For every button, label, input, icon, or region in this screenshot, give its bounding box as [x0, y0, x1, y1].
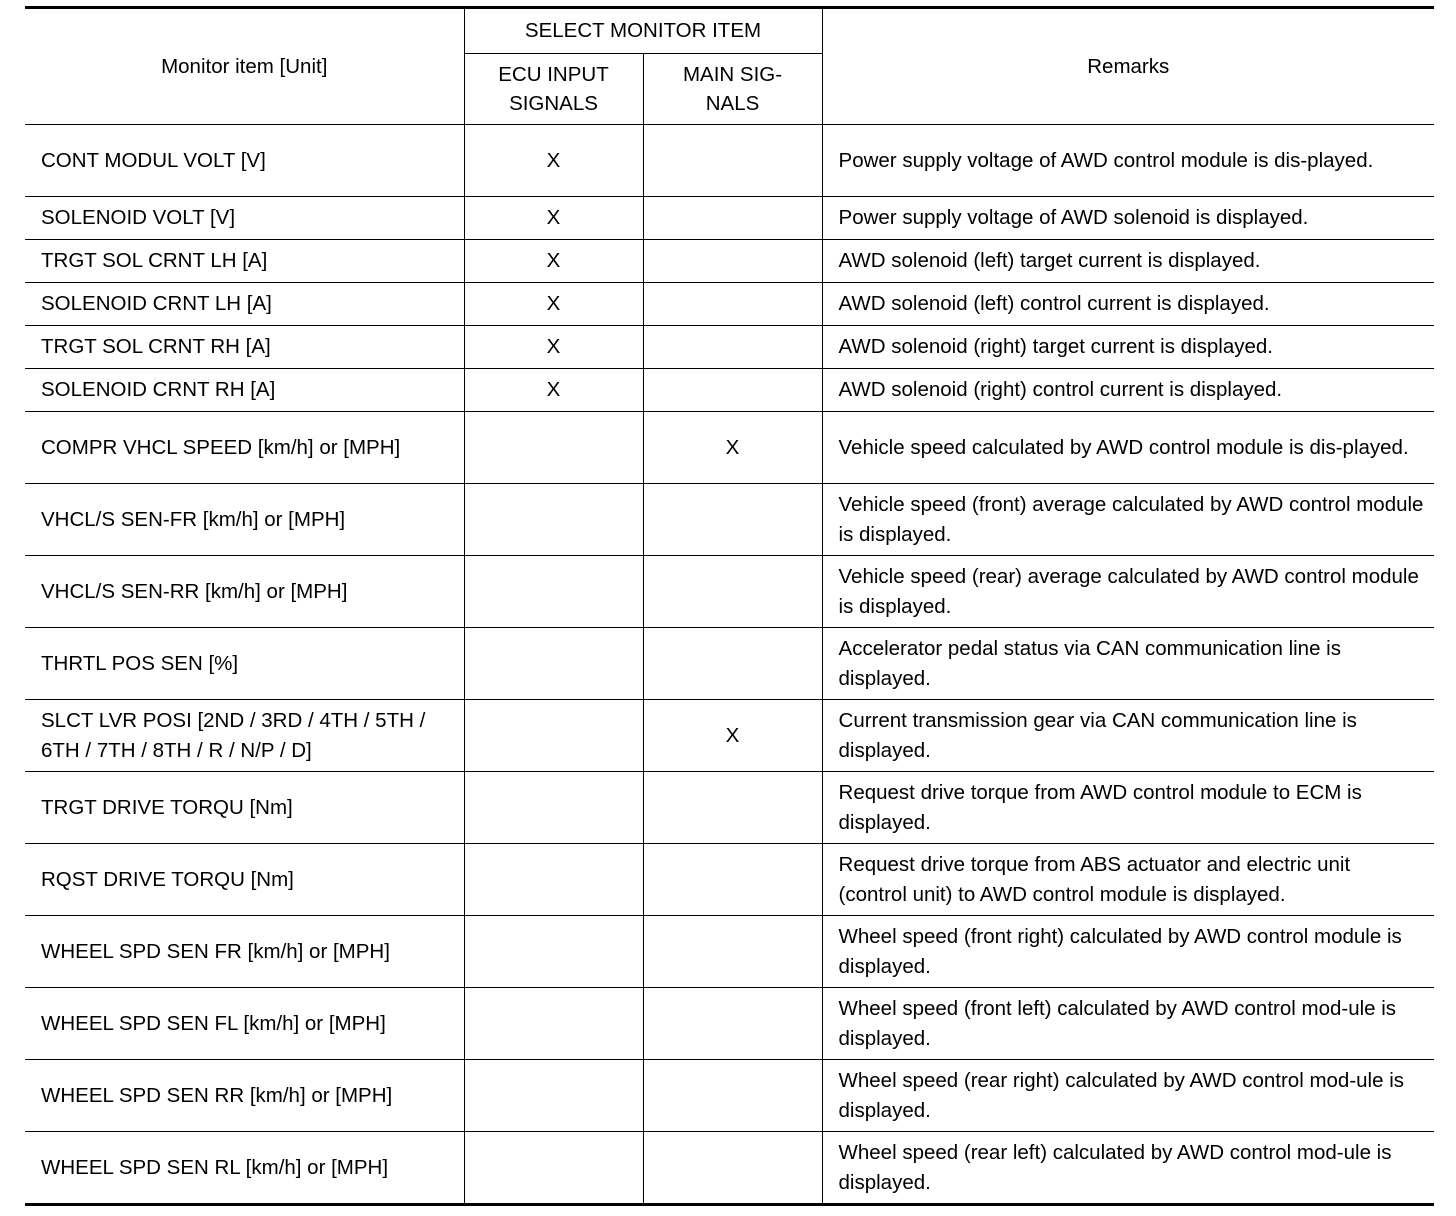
remarks-cell: Wheel speed (rear right) calculated by AWD control mod-ule is displayed.: [822, 1060, 1434, 1132]
main-signals-cell: [643, 125, 822, 197]
monitor-item-cell: WHEEL SPD SEN RL [km/h] or [MPH]: [25, 1132, 464, 1205]
monitor-item-cell: SOLENOID CRNT RH [A]: [25, 369, 464, 412]
remarks-cell: Request drive torque from AWD control module to ECM is displayed.: [822, 772, 1434, 844]
ecu-input-signals-cell: [464, 772, 643, 844]
header-main-signals: [643, 54, 822, 125]
remarks-cell: AWD solenoid (left) control current is displayed.: [822, 283, 1434, 326]
ecu-input-signals-cell: X: [464, 326, 643, 369]
table-row: [25, 1132, 1434, 1205]
table-header: [25, 8, 1434, 125]
monitor-item-cell: SLCT LVR POSI [2ND / 3RD / 4TH / 5TH / 6TH / 7TH / 8TH / R / N/P / D]: [25, 700, 464, 772]
monitor-item-cell: TRGT SOL CRNT LH [A]: [25, 240, 464, 283]
monitor-item-cell: WHEEL SPD SEN FL [km/h] or [MPH]: [25, 988, 464, 1060]
table-row: [25, 556, 1434, 628]
remarks-cell: Wheel speed (front left) calculated by AWD control mod-ule is displayed.: [822, 988, 1434, 1060]
ecu-input-signals-cell: X: [464, 369, 643, 412]
table-row: [25, 125, 1434, 197]
header-select-monitor-item: SELECT MONITOR ITEM: [464, 8, 822, 54]
monitor-item-cell: CONT MODUL VOLT [V]: [25, 125, 464, 197]
ecu-input-signals-cell: [464, 484, 643, 556]
table-row: [25, 772, 1434, 844]
monitor-item-cell: VHCL/S SEN-FR [km/h] or [MPH]: [25, 484, 464, 556]
header-monitor-item: Monitor item [Unit]: [25, 8, 464, 125]
ecu-input-signals-cell: [464, 844, 643, 916]
header-remarks: Remarks: [822, 8, 1434, 125]
header-main-signals-text: MAIN SIG-NALS: [682, 63, 783, 115]
table-row: [25, 484, 1434, 556]
table-body: [25, 125, 1434, 1205]
main-signals-cell: X: [643, 700, 822, 772]
monitor-item-cell: THRTL POS SEN [%]: [25, 628, 464, 700]
remarks-cell: Vehicle speed calculated by AWD control module is dis-played.: [822, 412, 1434, 484]
table-row: [25, 1060, 1434, 1132]
main-signals-cell: [643, 916, 822, 988]
main-signals-cell: X: [643, 412, 822, 484]
ecu-input-signals-cell: X: [464, 197, 643, 240]
table-row: [25, 369, 1434, 412]
ecu-input-signals-cell: [464, 1132, 643, 1205]
main-signals-cell: [643, 1060, 822, 1132]
ecu-input-signals-cell: [464, 556, 643, 628]
main-signals-cell: [643, 844, 822, 916]
ecu-input-signals-cell: X: [464, 240, 643, 283]
monitor-item-cell: SOLENOID CRNT LH [A]: [25, 283, 464, 326]
main-signals-cell: [643, 484, 822, 556]
remarks-cell: AWD solenoid (right) control current is displayed.: [822, 369, 1434, 412]
monitor-item-cell: COMPR VHCL SPEED [km/h] or [MPH]: [25, 412, 464, 484]
main-signals-cell: [643, 240, 822, 283]
ecu-input-signals-cell: [464, 628, 643, 700]
remarks-cell: Power supply voltage of AWD control module is dis-played.: [822, 125, 1434, 197]
header-ecu-input-signals-text: ECU INPUT SIGNALS: [498, 63, 609, 115]
table-row: [25, 240, 1434, 283]
remarks-cell: Vehicle speed (rear) average calculated by AWD control module is displayed.: [822, 556, 1434, 628]
remarks-cell: Request drive torque from ABS actuator and electric unit (control unit) to AWD control module is displayed.: [822, 844, 1434, 916]
remarks-cell: Current transmission gear via CAN communication line is displayed.: [822, 700, 1434, 772]
remarks-cell: AWD solenoid (right) target current is displayed.: [822, 326, 1434, 369]
main-signals-cell: [643, 197, 822, 240]
main-signals-cell: [643, 326, 822, 369]
remarks-cell: AWD solenoid (left) target current is displayed.: [822, 240, 1434, 283]
table-row: [25, 700, 1434, 772]
ecu-input-signals-cell: [464, 700, 643, 772]
ecu-input-signals-cell: X: [464, 125, 643, 197]
main-signals-cell: [643, 628, 822, 700]
monitor-item-cell: SOLENOID VOLT [V]: [25, 197, 464, 240]
table-row: [25, 844, 1434, 916]
monitor-item-cell: TRGT DRIVE TORQU [Nm]: [25, 772, 464, 844]
table-row: [25, 412, 1434, 484]
main-signals-cell: [643, 772, 822, 844]
ecu-input-signals-cell: X: [464, 283, 643, 326]
table-row: [25, 988, 1434, 1060]
table-row: [25, 628, 1434, 700]
main-signals-cell: [643, 988, 822, 1060]
main-signals-cell: [643, 1132, 822, 1205]
monitor-item-cell: VHCL/S SEN-RR [km/h] or [MPH]: [25, 556, 464, 628]
table-row: [25, 197, 1434, 240]
monitor-item-cell: RQST DRIVE TORQU [Nm]: [25, 844, 464, 916]
ecu-input-signals-cell: [464, 916, 643, 988]
main-signals-cell: [643, 369, 822, 412]
header-ecu-input-signals: [464, 54, 643, 125]
main-signals-cell: [643, 283, 822, 326]
ecu-input-signals-cell: [464, 1060, 643, 1132]
remarks-cell: Wheel speed (rear left) calculated by AWD control mod-ule is displayed.: [822, 1132, 1434, 1205]
table-row: [25, 283, 1434, 326]
remarks-cell: Accelerator pedal status via CAN communication line is displayed.: [822, 628, 1434, 700]
table-row: [25, 916, 1434, 988]
monitor-item-table: [25, 6, 1434, 1206]
table-row: [25, 326, 1434, 369]
remarks-cell: Wheel speed (front right) calculated by AWD control module is displayed.: [822, 916, 1434, 988]
main-signals-cell: [643, 556, 822, 628]
ecu-input-signals-cell: [464, 988, 643, 1060]
monitor-item-cell: WHEEL SPD SEN FR [km/h] or [MPH]: [25, 916, 464, 988]
monitor-item-cell: TRGT SOL CRNT RH [A]: [25, 326, 464, 369]
monitor-item-cell: WHEEL SPD SEN RR [km/h] or [MPH]: [25, 1060, 464, 1132]
ecu-input-signals-cell: [464, 412, 643, 484]
remarks-cell: Vehicle speed (front) average calculated by AWD control module is displayed.: [822, 484, 1434, 556]
remarks-cell: Power supply voltage of AWD solenoid is displayed.: [822, 197, 1434, 240]
